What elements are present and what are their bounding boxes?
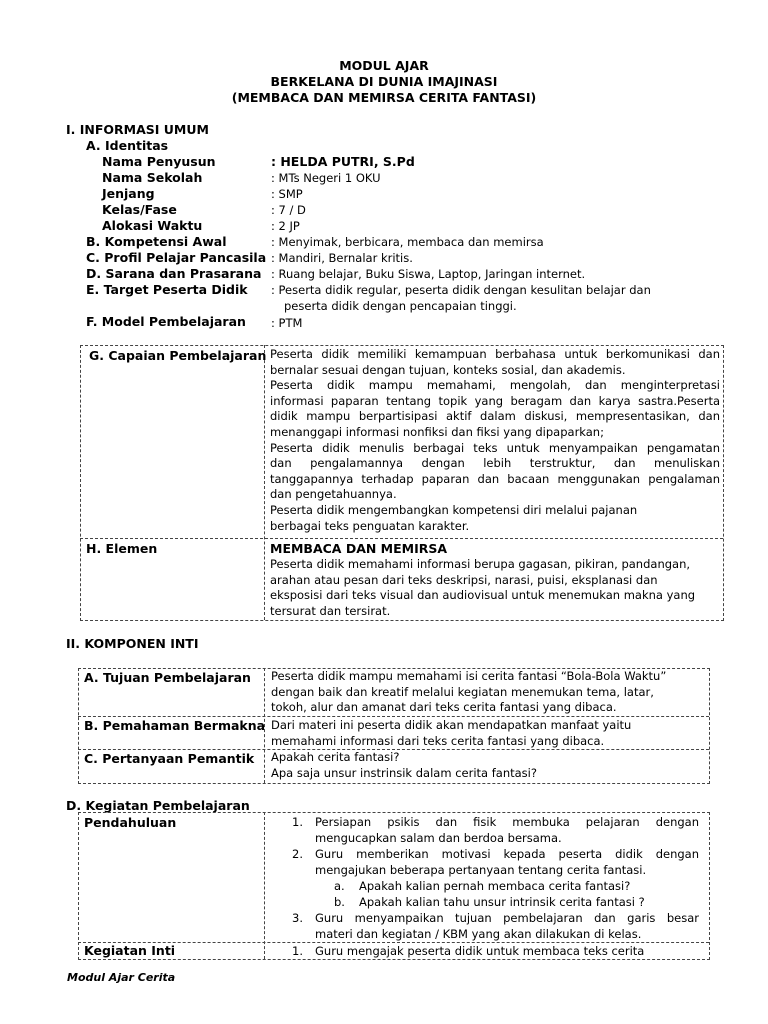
sub-number: b.: [334, 895, 345, 909]
pertanyaan-line: Apa saja unsur instrinsik dalam cerita fantasi?: [271, 765, 537, 780]
step-line: materi dan kegiatan / KBM yang akan dilakukan di kelas.: [315, 926, 642, 941]
capaian-line: informasi paparan tentang topik yang beragam dan karya sastra.Peserta: [270, 393, 720, 408]
capaian-line: dan pengalamannya dengan lebih terstruktur, dan menuliskan: [270, 456, 720, 471]
step-number: 1.: [292, 944, 303, 958]
pertanyaan-line: Apakah cerita fantasi?: [271, 750, 400, 764]
identity-value: : 2 JP: [271, 219, 300, 233]
section-1-heading: I. INFORMASI UMUM: [66, 122, 209, 137]
identity-value: : HELDA PUTRI, S.Pd: [271, 154, 415, 169]
identity-label: Kelas/Fase: [102, 202, 177, 217]
doc-subtitle: BERKELANA DI DUNIA IMAJINASI: [270, 74, 498, 89]
capaian-line: menanggapi informasi nonfiksi dan fiksi yang dipaparkan;: [270, 424, 604, 439]
info-label: B. Kompetensi Awal: [86, 234, 227, 249]
identity-value: : 7 / D: [271, 203, 306, 217]
info-label: E. Target Peserta Didik: [86, 282, 248, 297]
step-text: [315, 847, 699, 878]
identity-label: Alokasi Waktu: [102, 218, 203, 233]
capaian-label: G. Capaian Pembelajaran: [89, 348, 267, 363]
identity-label: Nama Sekolah: [102, 170, 203, 185]
identity-value: : SMP: [271, 187, 303, 201]
step-line: Guru memberikan motivasi kepada peserta didik dengan: [315, 847, 699, 861]
kegiatan-inti-label: Kegiatan Inti: [84, 943, 176, 958]
elemen-line: arahan atau pesan dari teks deskripsi, narasi, puisi, eksplanasi dan: [270, 572, 658, 587]
section-2-heading: II. KOMPONEN INTI: [66, 636, 199, 651]
capaian-line: tanggapannya terhadap paparan dan bacaan menggunakan pengalaman: [270, 471, 720, 486]
doc-title: MODUL AJAR: [339, 58, 429, 73]
step-text: Guru mengajak peserta didik untuk membaca teks cerita: [315, 944, 645, 958]
identity-value: : MTs Negeri 1 OKU: [271, 171, 381, 185]
step-number: 2.: [292, 847, 303, 861]
pemahaman-line: memahami informasi dari teks cerita fantasi yang dibaca.: [271, 733, 605, 748]
tujuan-line: dengan baik dan kreatif melalui kegiatan menemukan tema, latar,: [271, 684, 654, 699]
info-value: : PTM: [271, 316, 303, 330]
info-value: : Ruang belajar, Buku Siswa, Laptop, Jaringan internet.: [271, 267, 586, 281]
step-line: Persiapan psikis dan fisik membuka pelajaran dengan: [315, 815, 699, 829]
elemen-label: H. Elemen: [86, 541, 158, 556]
step-number: 3.: [292, 911, 303, 925]
table-divider: [78, 716, 709, 717]
info-value: : Mandiri, Bernalar kritis.: [271, 251, 413, 265]
step-line: mengucapkan salam dan berdoa bersama.: [315, 830, 562, 845]
capaian-line: bernalar sesuai dengan tujuan, konteks sosial, dan akademis.: [270, 362, 626, 377]
tujuan-line: tokoh, alur dan amanat dari teks cerita fantasi yang dibaca.: [271, 700, 617, 715]
sub-text: Apakah kalian pernah membaca cerita fantasi?: [359, 879, 631, 893]
step-number: 1.: [292, 815, 303, 829]
page-footer: Modul Ajar Cerita: [67, 971, 176, 984]
info-label: D. Sarana dan Prasarana: [86, 266, 262, 281]
capaian-line: didik mampu berpartisipasi aktif dalam diskusi, mempresentasikan, dan: [270, 409, 720, 424]
sub-text: Apakah kalian tahu unsur intrinsik cerita fantasi ?: [359, 895, 645, 909]
identitas-heading: A. Identitas: [86, 138, 169, 153]
tujuan-label: A. Tujuan Pembelajaran: [84, 670, 251, 685]
step-line: Guru menyampaikan tujuan pembelajaran dan garis besar: [315, 911, 699, 925]
pemahaman-text: [271, 718, 631, 749]
pertanyaan-text: [271, 750, 537, 781]
table-divider: [264, 345, 265, 620]
pemahaman-label: B. Pemahaman Bermakna: [84, 718, 266, 733]
capaian-line: dan pengetahuannya.: [270, 487, 397, 502]
step-text: [315, 911, 699, 942]
table-divider: [80, 538, 723, 539]
elemen-line: eksposisi dari teks visual dan audiovisual untuk menemukan makna yang: [270, 588, 696, 603]
elemen-title: MEMBACA DAN MEMIRSA: [270, 541, 448, 556]
info-value: : Menyimak, berbicara, membaca dan memirsa: [271, 235, 544, 249]
kegiatan-heading: D. Kegiatan Pembelajaran: [66, 798, 250, 813]
capaian-line: Peserta didik memiliki kemampuan berbahasa untuk berkomunikasi dan: [270, 347, 720, 361]
capaian-line: Peserta didik menulis berbagai teks untuk menyampaikan pengamatan: [270, 440, 720, 455]
capaian-line: Peserta didik mengembangkan kompetensi diri melalui pajanan: [270, 502, 638, 517]
step-line: mengajukan beberapa pertanyaan tentang cerita fantasi.: [315, 862, 647, 877]
tujuan-text: [271, 669, 666, 716]
identity-label: Jenjang: [102, 186, 155, 201]
identity-label: Nama Penyusun: [102, 154, 216, 169]
capaian-line: berbagai teks penguatan karakter.: [270, 518, 470, 533]
pendahuluan-label: Pendahuluan: [84, 815, 177, 830]
doc-subtitle-2: (MEMBACA DAN MEMIRSA CERITA FANTASI): [231, 90, 537, 105]
step-text: [315, 815, 699, 846]
elemen-line: tersurat dan tersirat.: [270, 603, 391, 618]
capaian-line: Peserta didik mampu memahami, mengolah, dan menginterpretasi: [270, 378, 720, 393]
pemahaman-line: Dari materi ini peserta didik akan mendapatkan manfaat yaitu: [271, 718, 632, 732]
info-label: F. Model Pembelajaran: [86, 314, 246, 329]
elemen-text: [270, 557, 716, 619]
info-value: : Peserta didik regular, peserta didik dengan kesulitan belajar dan: [271, 283, 651, 297]
info-value-cont: peserta didik dengan pencapaian tinggi.: [284, 299, 517, 313]
capaian-text: [270, 347, 720, 534]
pertanyaan-label: C. Pertanyaan Pemantik: [84, 751, 255, 766]
table-divider: [264, 812, 265, 959]
info-label: C. Profil Pelajar Pancasila: [86, 250, 267, 265]
sub-number: a.: [334, 879, 345, 893]
elemen-line: Peserta didik memahami informasi berupa gagasan, pikiran, pandangan,: [270, 557, 691, 571]
tujuan-line: Peserta didik mampu memahami isi cerita fantasi “Bola-Bola Waktu”: [271, 669, 667, 683]
